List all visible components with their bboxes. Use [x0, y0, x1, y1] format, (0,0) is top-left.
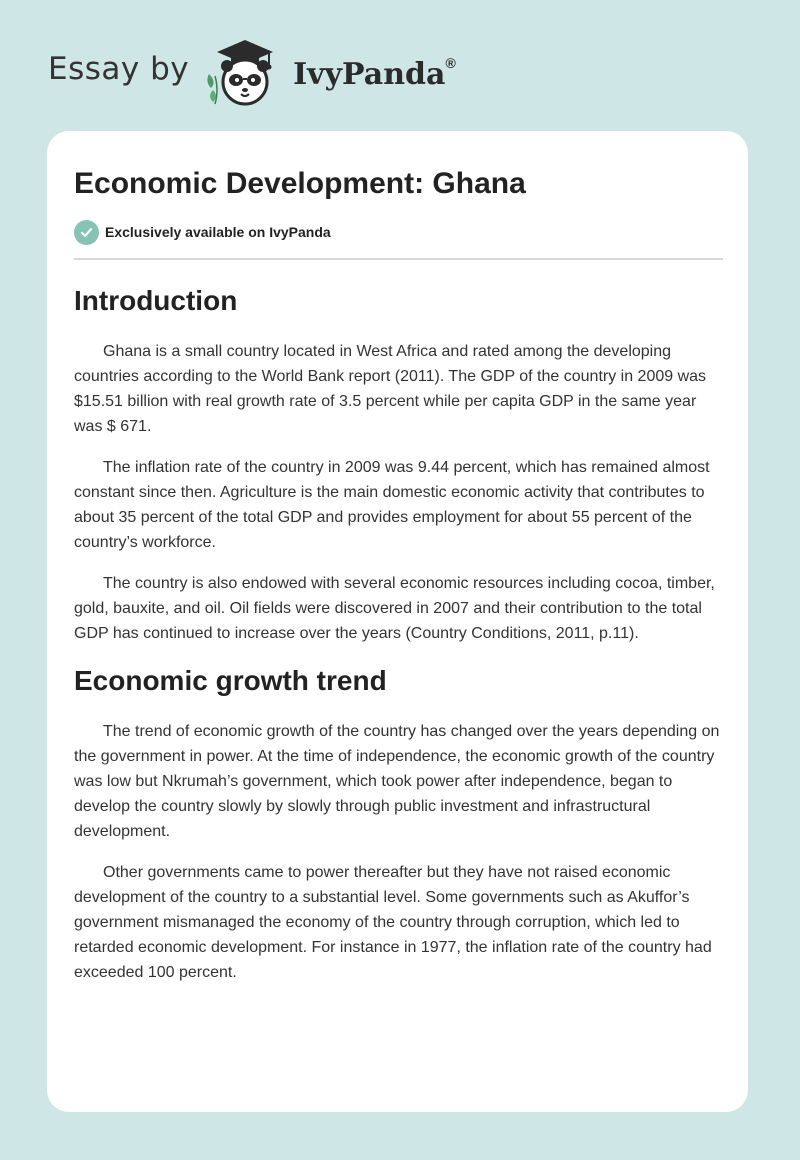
brand-name: [293, 54, 456, 92]
article-card: [47, 131, 748, 1112]
site-header: [48, 34, 456, 108]
section-heading: Introduction: [74, 285, 238, 316]
ivypanda-logo[interactable]: [203, 34, 456, 108]
title-divider: [74, 258, 723, 260]
paragraph: Ghana is a small country located in West Africa and rated among the developing countries according to the World Bank report (2011). The GDP of the country in 2009 was $15.51 billion with real growth rate of 3.5 percent while per capita GDP in the same year was $ 671.: [74, 343, 707, 435]
exclusive-badge: [74, 218, 724, 246]
brand-text: IvyPanda: [293, 56, 446, 92]
badge-label: Exclusively available on IvyPanda: [105, 224, 331, 240]
paragraph: Other governments came to power thereafter but they have not raised economic development of the country to a substantial level. Some governments such as Akuffor’s government mismanaged the economy of the country through corruption, which led to retarded economic development. For instance in 1977, the inflation rate of the country had exceeded 100 percent.: [74, 864, 712, 981]
essay-by-label: Essay by: [48, 51, 190, 87]
article-content: [74, 165, 724, 985]
paragraph: The trend of economic growth of the country has changed over the years depending on the government in power. At the time of independence, the economic growth of the country was low but Nkrumah’s government, which took power after independence, began to develop the country slowly by slowly through public investment and infrastructural development.: [74, 723, 720, 840]
section-introduction: [74, 283, 724, 646]
paragraph: The country is also endowed with several economic resources including cocoa, timber, gold, bauxite, and oil. Oil fields were discovered in 2007 and their contribution to the total GDP has continued to increase over the years (Country Conditions, 2011, p.11).: [74, 575, 715, 642]
section-economic-growth-trend: [74, 663, 724, 985]
section-heading: Economic growth trend: [74, 665, 387, 696]
article-title: Economic Development: Ghana: [74, 167, 526, 200]
paragraph: The inflation rate of the country in 2009 was 9.44 percent, which has remained almost constant since then. Agriculture is the main domestic economic activity that contributes to about 35 percent of the total GDP and provides employment for about 55 percent of the country’s workforce.: [74, 459, 710, 551]
panda-mascot-icon: [203, 34, 287, 108]
checkmark-icon: [74, 220, 99, 245]
registered-mark: ®: [445, 54, 456, 71]
